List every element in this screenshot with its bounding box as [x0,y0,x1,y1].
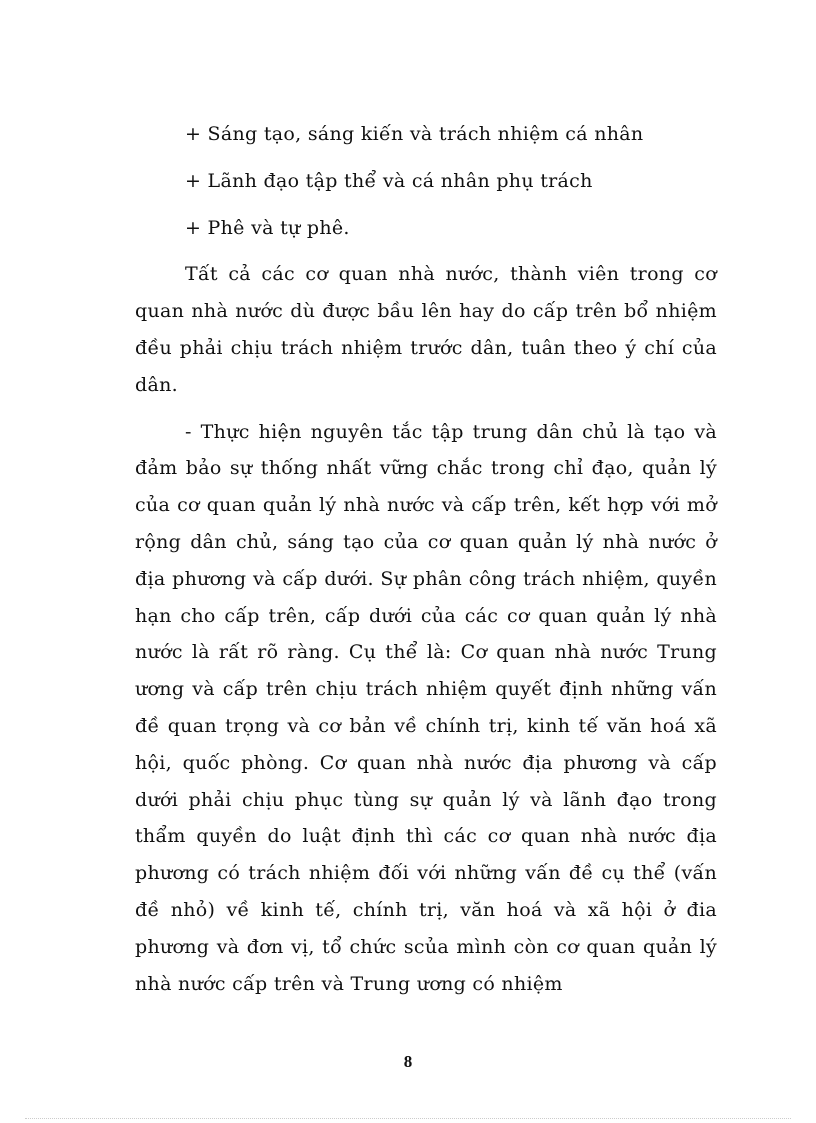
page-number: 8 [403,1052,413,1071]
paragraph: Tất cả các cơ quan nhà nước, thành viên trong cơ quan nhà nước dù được bầu lên hay do cấp trên bổ nhiệm đều phải chịu trách nhiệm trước dân, tuân theo ý chí của dân. [135,263,717,396]
bullet-item: + Lãnh đạo tập thể và cá nhân phụ trách [185,169,593,192]
page-body [135,116,717,1012]
bullet-item: + Phê và tự phê. [185,216,350,239]
bullet-item: + Sáng tạo, sáng kiến và trách nhiệm cá nhân [185,123,644,145]
paragraph: - Thực hiện nguyên tắc tập trung dân chủ là tạo và đảm bảo sự thống nhất vững chắc trong chỉ đạo, quản lý của cơ quan quản lý nhà nước và cấp trên, kết hợp với mở rộng dân chủ, sáng tạo của cơ quan quản lý nhà nước ở địa phương và cấp dưới. Sự phân công trách nhiệm, quyền hạn cho cấp trên, cấp dưới của các cơ quan quản lý nhà nước là rất rõ ràng. Cụ thể là: Cơ quan nhà nước Trung ương và cấp trên chịu trách nhiệm quyết định những vấn đề quan trọng và cơ bản về chính trị, kinh tế văn hoá xã hội, quốc phòng. Cơ quan nhà nước địa phương và cấp dưới phải chịu phục tùng sự quản lý và lãnh đạo trong thẩm quyền do luật định thì các cơ quan nhà nước địa phương có trách nhiệm đối với những vấn đề cụ thể (vấn đề nhỏ) về kinh tế, chính trị, văn hoá và xã hội ở đia phương và đơn vị, tổ chức scủa mình còn cơ quan quản lý nhà nước cấp trên và Trung ương có nhiệm [135,420,717,995]
page-bottom-divider [25,1118,791,1119]
